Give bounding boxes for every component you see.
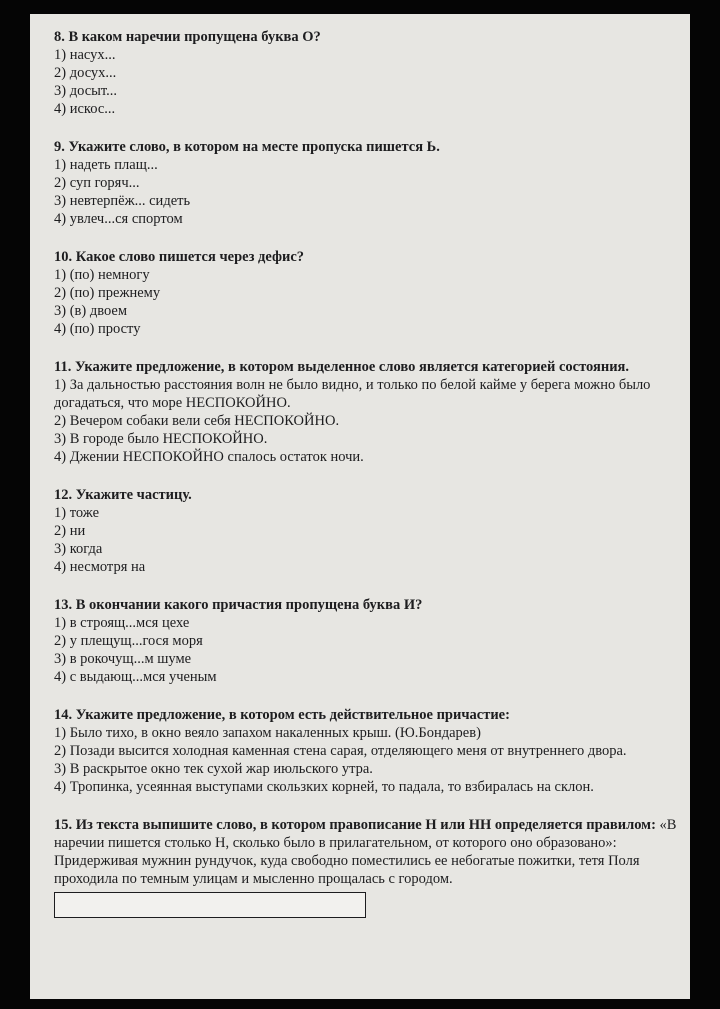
answer-option: 2) досух... — [54, 65, 117, 81]
answer-option: 3) досыт... — [54, 83, 117, 99]
question-8 — [54, 28, 680, 118]
answer-option: 2) ни — [54, 523, 86, 539]
answer-option: 2) Позади высится холодная каменная стена сарая, отделяющего меня от внутреннего двора. — [54, 743, 627, 759]
source-text: Придерживая мужнин рундучок, куда свободно поместились ее небогатые пожитки, тетя Поля проходила по темным улицам и мысленно прощалась с городом. — [54, 853, 640, 887]
answer-option: 4) увлеч...ся спортом — [54, 211, 183, 227]
worksheet-page — [30, 14, 690, 999]
question-15 — [54, 816, 680, 918]
answer-option: 2) суп горяч... — [54, 175, 140, 191]
question-title: 14. Укажите предложение, в котором есть действительное причастие: — [54, 707, 510, 723]
question-title: 10. Какое слово пишется через дефис? — [54, 249, 305, 265]
answer-option: 1) надеть плащ... — [54, 157, 158, 173]
answer-option: 4) искос... — [54, 101, 116, 117]
question-title: 12. Укажите частицу. — [54, 487, 192, 503]
answer-option: 3) В городе было НЕСПОКОЙНО. — [54, 431, 268, 447]
answer-option: 1) Было тихо, в окно веяло запахом накаленных крыш. (Ю.Бондарев) — [54, 725, 481, 741]
answer-option: 4) Джении НЕСПОКОЙНО спалось остаток ночи. — [54, 449, 364, 465]
answer-option: 2) Вечером собаки вели себя НЕСПОКОЙНО. — [54, 413, 340, 429]
answer-option: 4) (по) просту — [54, 321, 141, 337]
question-title: 8. В каком наречии пропущена буква О? — [54, 29, 321, 45]
answer-option: 4) Тропинка, усеянная выступами скользких корней, то падала, то взбиралась на склон. — [54, 779, 594, 795]
question-title-with-rule — [54, 816, 680, 852]
question-14 — [54, 706, 680, 796]
answer-option: 3) когда — [54, 541, 103, 557]
question-9 — [54, 138, 680, 228]
answer-option: 3) в рокочущ...м шуме — [54, 651, 192, 667]
question-13 — [54, 596, 680, 686]
answer-option: 4) несмотря на — [54, 559, 146, 575]
question-title: 13. В окончании какого причастия пропущена буква И? — [54, 597, 423, 613]
question-title: 15. Из текста выпишите слово, в котором правописание Н или НН определяется правилом: — [54, 817, 656, 833]
answer-option: 1) За дальностью расстояния волн не было видно, и только по белой кайме у берега можно было догадаться, что море НЕСПОКОЙНО. — [54, 377, 651, 411]
question-title: 11. Укажите предложение, в котором выделенное слово является категорией состояния. — [54, 359, 630, 375]
answer-option: 3) невтерпёж... сидеть — [54, 193, 191, 209]
answer-option: 1) (по) немногу — [54, 267, 150, 283]
answer-option: 3) В раскрытое окно тек сухой жар июльского утра. — [54, 761, 373, 777]
rule-text: «В наречии пишется столько Н, сколько было в прилагательном, от которого оно образовано»: — [54, 817, 677, 851]
question-title: 9. Укажите слово, в котором на месте пропуска пишется Ь. — [54, 139, 440, 155]
question-12 — [54, 486, 680, 576]
answer-option: 1) насух... — [54, 47, 116, 63]
answer-field[interactable] — [54, 892, 366, 918]
answer-option: 1) тоже — [54, 505, 100, 521]
answer-option: 2) (по) прежнему — [54, 285, 161, 301]
answer-option: 1) в строящ...мся цехе — [54, 615, 190, 631]
question-10 — [54, 248, 680, 338]
answer-option: 3) (в) двоем — [54, 303, 127, 319]
question-11 — [54, 358, 680, 466]
answer-option: 2) у плещущ...гося моря — [54, 633, 203, 649]
answer-option: 4) с выдающ...мся ученым — [54, 669, 217, 685]
